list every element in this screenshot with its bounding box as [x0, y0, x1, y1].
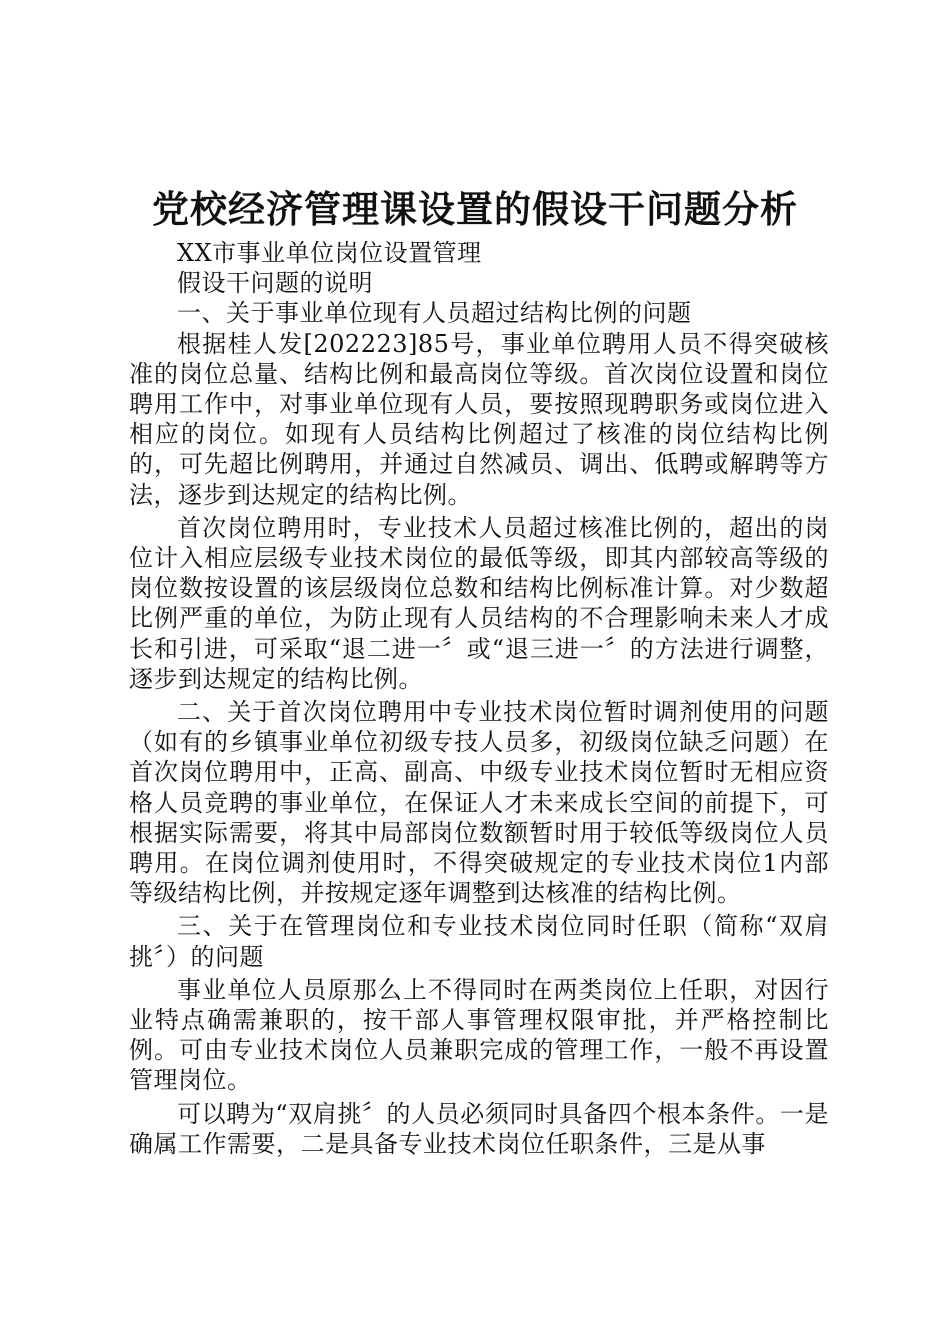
paragraph: 根据桂人发[202223]85号，事业单位聘用人员不得突破核准的岗位总量、结构比例和最高岗位等级。首次岗位设置和岗位聘用工作中，对事业单位现有人员，要按照现聘职务或岗位进入相应的岗位。如现有人员结构比例超过了核准的岗位结构比例的，可先超比例聘用，并通过自然减员、调出、低聘或解聘等方法，逐步到达规定的结构比例。	[129, 329, 829, 509]
paragraph-subtitle: 假设干问题的说明	[177, 269, 373, 298]
document-title: 党校经济管理课设置的假设干问题分析	[152, 188, 798, 231]
paragraph: 事业单位人员原那么上不得同时在两类岗位上任职，对因行业特点确需兼职的，按干部人事管理权限审批，并严格控制比例。可由专业技术岗位人员兼职完成的管理工作，一般不再设置管理岗位。	[129, 975, 829, 1095]
document-body	[129, 238, 829, 1159]
paragraph: 首次岗位聘用时，专业技术人员超过核准比例的，超出的岗位计入相应层级专业技术岗位的最低等级，即其内部较高等级的岗位数按设置的该层级岗位总数和结构比例标准计算。对少数超比例严重的单位，为防止现有人员结构的不合理影响未来人才成长和引进，可采取“退二进一〞或“退三进一〞的方法进行调整，逐步到达规定的结构比例。	[129, 513, 829, 693]
section-heading-3: 三、关于在管理岗位和专业技术岗位同时任职（简称“双肩挑〞）的问题	[129, 912, 829, 971]
paragraph-org-line: XX市事业单位岗位设置管理	[177, 239, 482, 267]
paragraph: 可以聘为“双肩挑〞的人员必须同时具备四个根本条件。一是确属工作需要，二是具备专业技术岗位任职条件，三是从事	[129, 1099, 829, 1158]
section-heading-2: 二、关于首次岗位聘用中专业技术岗位暂时调剂使用的问题（如有的乡镇事业单位初级专技人员多，初级岗位缺乏问题）在首次岗位聘用中，正高、副高、中级专业技术岗位暂时无相应资格人员竞聘的事业单位，在保证人才未来成长空间的前提下，可根据实际需要，将其中局部岗位数额暂时用于较低等级岗位人员聘用。在岗位调剂使用时，不得突破规定的专业技术岗位1内部等级结构比例，并按规定逐年调整到达核准的结构比例。	[129, 698, 829, 908]
section-heading-1: 一、关于事业单位现有人员超过结构比例的问题	[177, 299, 692, 328]
